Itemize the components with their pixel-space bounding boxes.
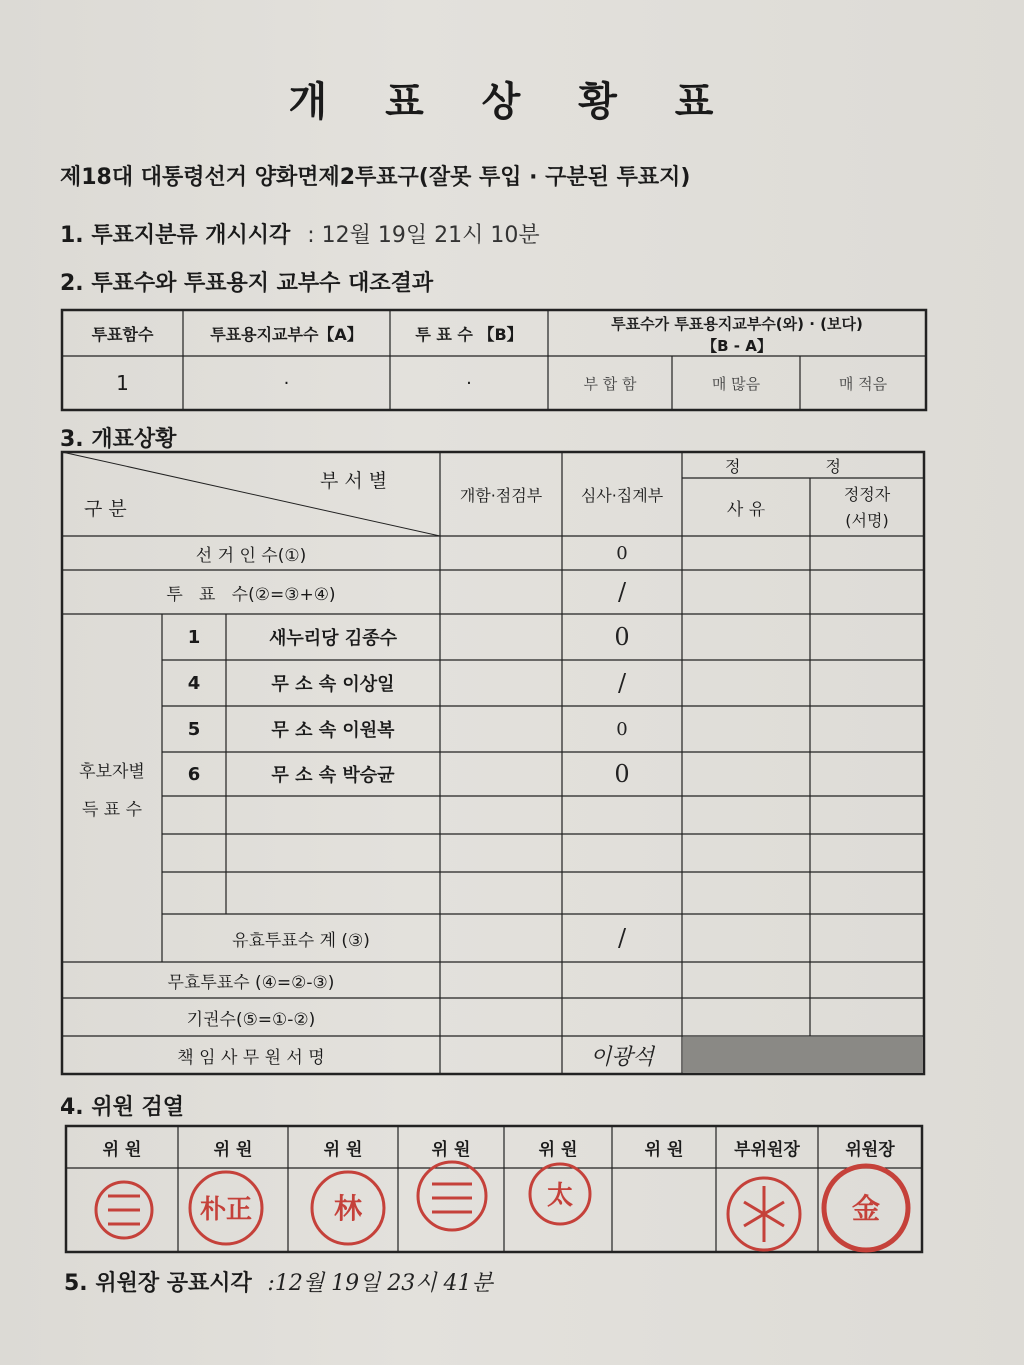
candidate-votes: 0 [614, 623, 630, 651]
header-b-minus-a: 【B - A】 [702, 336, 772, 355]
candidate-name: 무 소 속 박승균 [271, 765, 395, 786]
candidate-name: 무 소 속 이원복 [271, 720, 395, 741]
row-valid-total-label: 유효투표수 계 (③) [232, 930, 370, 951]
candidate-name: 무 소 속 이상일 [271, 674, 395, 695]
document-subtitle: 제18대 대통령선거 양화면제2투표구(잘못 투입 · 구분된 투표지) [60, 165, 691, 190]
row-electors-label: 선 거 인 수(①) [195, 545, 307, 566]
role-label: 위 원 [431, 1139, 471, 1160]
header-review-count: 심사·집계부 [580, 485, 664, 505]
page-title: 개 표 상 황 표 [288, 79, 736, 125]
candidate-no: 1 [187, 626, 201, 648]
row-valid-total-value: / [617, 924, 627, 952]
svg-text:朴正: 朴正 [199, 1195, 253, 1225]
candidate-votes: / [617, 669, 627, 697]
candidate-votes: 0 [616, 718, 628, 740]
role-label: 위 원 [644, 1139, 684, 1160]
svg-text:林: 林 [333, 1192, 363, 1225]
section5 [64, 1266, 493, 1297]
header-correction: 정 정 [725, 456, 881, 476]
row-abstain-label: 기권수(⑤=①-②) [186, 1009, 316, 1030]
candidate-group-label2: 득 표 수 [81, 799, 143, 820]
svg-text:金: 金 [851, 1192, 881, 1225]
candidate-no: 5 [187, 718, 201, 740]
header-open-check: 개함·점검부 [459, 485, 543, 505]
row-votes-label: 투 표 수(②=③+④) [166, 584, 336, 605]
svg-text:太: 太 [546, 1181, 574, 1211]
option-match: 부 합 함 [583, 374, 637, 393]
section2-label: 2. 투표수와 투표용지 교부수 대조결과 [60, 271, 434, 296]
row-votes-value: / [617, 578, 627, 606]
role-label: 위 원 [102, 1139, 142, 1160]
role-label: 위원장 [845, 1139, 895, 1160]
role-label: 위 원 [213, 1139, 253, 1160]
header-sign: (서명) [845, 510, 889, 530]
option-more: 매 많음 [711, 374, 761, 393]
row-signature-label: 책 임 사 무 원 서 명 [177, 1047, 325, 1068]
candidate-group-label: 후보자별 [79, 761, 145, 782]
row-electors-value: 0 [616, 542, 628, 564]
role-label: 부위원장 [734, 1139, 800, 1160]
candidate-name: 새누리당 김종수 [269, 628, 397, 649]
role-label: 위 원 [323, 1139, 363, 1160]
votes-value: · [466, 372, 472, 394]
candidate-no: 6 [187, 763, 201, 785]
header-dept: 부 서 별 [320, 470, 388, 492]
role-label: 위 원 [538, 1139, 578, 1160]
header-issued: 투표용지교부수【A】 [210, 324, 363, 344]
responsible-signature: 이광석 [590, 1044, 654, 1070]
section5-value: :12월 19일 23시 41분 [267, 1271, 493, 1296]
section1-label: 1. 투표지분류 개시시각 [60, 223, 291, 248]
header-votes: 투 표 수 【B】 [415, 324, 523, 344]
section1-value: : 12월 19일 21시 10분 [307, 223, 540, 248]
header-comparison: 투표수가 투표용지교부수(와) · (보다) [611, 314, 863, 333]
header-box-count: 투표함수 [91, 324, 154, 344]
seal-stamp [418, 1162, 486, 1230]
row-invalid-label: 무효투표수 (④=②-③) [167, 972, 335, 993]
section3-label: 3. 개표상황 [60, 427, 177, 452]
box-count-value: 1 [116, 371, 129, 395]
candidate-votes: 0 [614, 760, 630, 788]
header-category: 구 분 [84, 498, 127, 520]
candidate-no: 4 [187, 672, 201, 694]
issued-value: · [283, 372, 290, 394]
header-corrector: 정정자 [843, 484, 891, 504]
section4-label: 4. 위원 검열 [60, 1095, 184, 1120]
header-reason: 사 유 [726, 499, 766, 520]
option-less: 매 적음 [838, 374, 888, 393]
section5-label: 5. 위원장 공표시각 [64, 1271, 252, 1296]
